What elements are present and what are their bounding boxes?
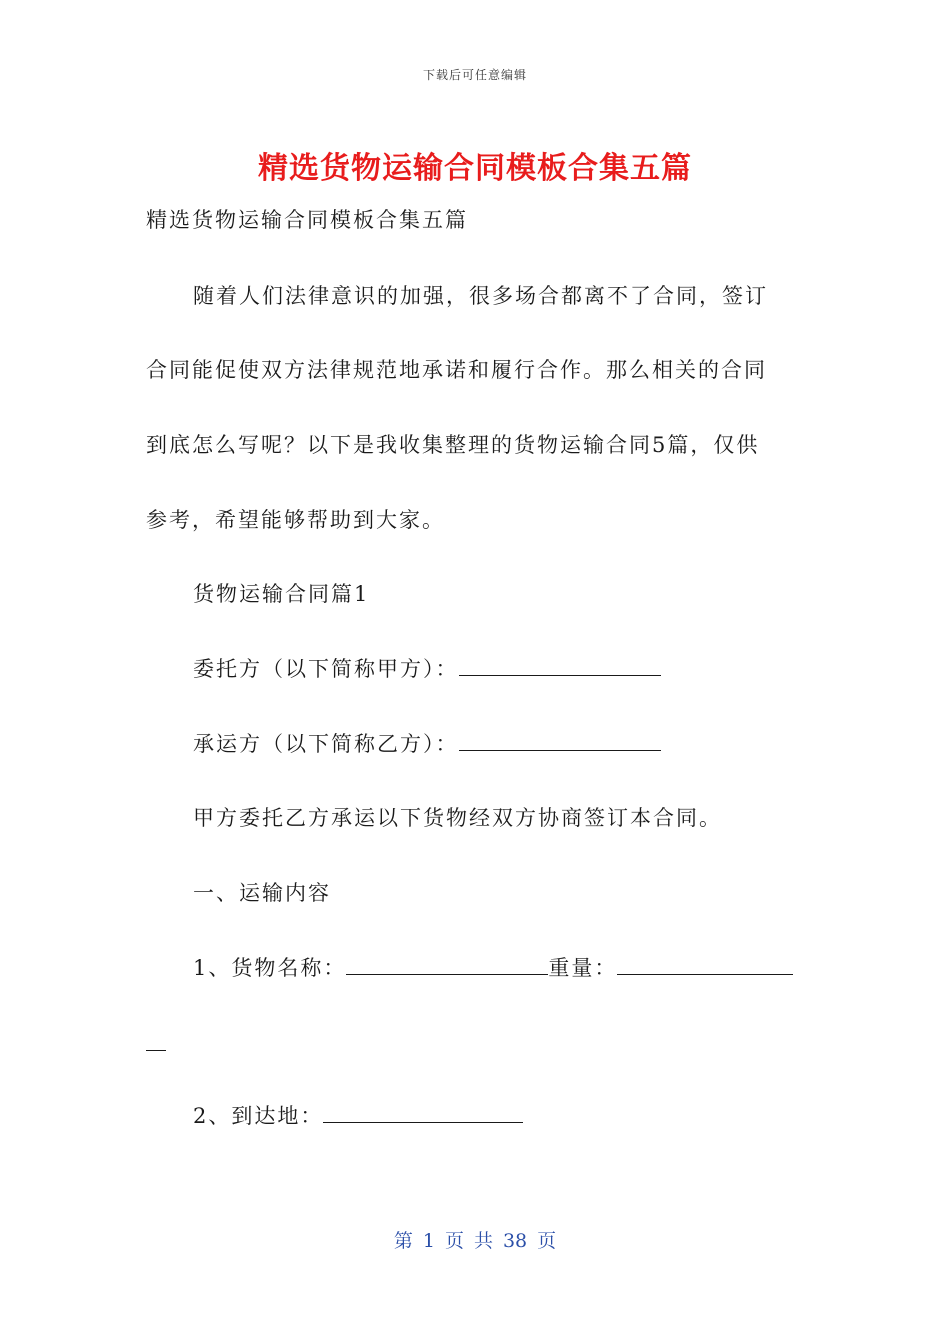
weight-label: 重量： — [548, 956, 618, 980]
footer-page-word: 页 — [444, 1230, 464, 1252]
party-a-label: 委托方（以下简称甲方）： — [193, 657, 459, 681]
contract-statement: 甲方委托乙方承运以下货物经双方协商签订本合同。 — [193, 806, 722, 830]
party-b-label: 承运方（以下简称乙方）： — [193, 732, 459, 756]
footer-total-word: 共 — [473, 1230, 493, 1252]
footer-total-pages: 38 — [502, 1230, 528, 1252]
header-note: 下载后可任意编辑 — [422, 68, 527, 82]
section-title: 货物运输合同篇1 — [193, 582, 370, 606]
footer-suffix: 页 — [537, 1230, 557, 1252]
party-a-row — [193, 654, 661, 684]
intro-line-1: 随着人们法律意识的加强，很多场合都离不了合同，签订 — [193, 284, 768, 308]
intro-line-4: 参考，希望能够帮助到大家。 — [146, 508, 445, 532]
document-subtitle: 精选货物运输合同模板合集五篇 — [146, 208, 468, 232]
destination-label: 2、到达地： — [193, 1104, 324, 1128]
party-a-blank[interactable] — [459, 657, 661, 676]
footer-current-page: 1 — [422, 1230, 435, 1252]
goods-name-label: 1、货物名称： — [193, 956, 347, 980]
document-title: 精选货物运输合同模板合集五篇 — [258, 151, 692, 186]
weight-blank-continuation — [146, 1050, 166, 1051]
heading-transport-content: 一、运输内容 — [193, 881, 331, 905]
footer-prefix: 第 — [393, 1230, 413, 1252]
party-b-blank[interactable] — [459, 732, 661, 751]
weight-blank[interactable] — [617, 956, 793, 975]
intro-line-3: 到底怎么写呢？以下是我收集整理的货物运输合同5篇，仅供 — [146, 433, 760, 457]
page-footer — [0, 1226, 950, 1253]
item-2-row — [193, 1101, 523, 1131]
item-1-row — [193, 953, 793, 983]
party-b-row — [193, 729, 661, 759]
intro-line-2: 合同能促使双方法律规范地承诺和履行合作。那么相关的合同 — [146, 358, 767, 382]
goods-name-blank[interactable] — [346, 956, 548, 975]
destination-blank[interactable] — [323, 1104, 523, 1123]
